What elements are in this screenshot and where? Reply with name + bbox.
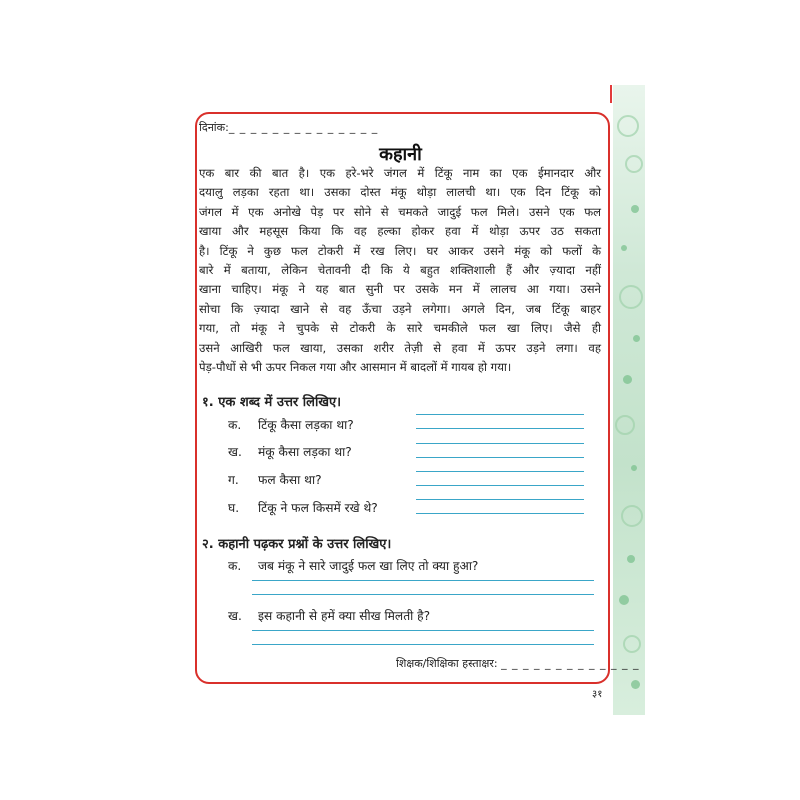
story-title: कहानी (379, 144, 422, 165)
question-text: फल कैसा था? (258, 473, 322, 487)
question-label: क. (228, 559, 242, 573)
question-text: टिंकू ने फल किसमें रखे थे? (258, 501, 378, 515)
answer-line[interactable] (252, 644, 594, 645)
answer-line[interactable] (416, 414, 584, 415)
story-line: सोचा कि ज़्यादा खाने से वह ऊँचा उड़ने लगेगा। अगले दिन, जब टिंकू बाहर (199, 301, 601, 316)
story-line: पेड़-पौधों से भी ऊपर निकल गया और आसमान में बादलों में गायब हो गया। (199, 360, 512, 375)
story-line: खाया और महसूस किया कि वह हल्का होकर हवा में थोड़ा ऊपर उठ सकता (199, 224, 601, 239)
question-1c (228, 471, 322, 488)
question-text: टिंकू कैसा लड़का था? (258, 418, 354, 432)
answer-line[interactable] (416, 485, 584, 486)
answer-line[interactable] (416, 471, 584, 472)
answer-line[interactable] (252, 630, 594, 631)
question-label: घ. (228, 501, 240, 515)
question-label: ग. (228, 473, 239, 487)
question-text: मंकू कैसा लड़का था? (258, 445, 352, 459)
answer-line[interactable] (252, 580, 594, 581)
section2-heading: २. कहानी पढ़कर प्रश्नों के उत्तर लिखिए। (202, 537, 392, 552)
page-number: ३१ (592, 689, 603, 700)
answer-line[interactable] (252, 594, 594, 595)
question-text: जब मंकू ने सारे जादुई फल खा लिए तो क्या हुआ? (258, 559, 479, 573)
answer-line[interactable] (416, 499, 584, 500)
answer-line[interactable] (416, 513, 584, 514)
story-line: उसने आखिरी फल खाया, उसका शरीर तेज़ी से हवा में ऊपर उड़ने लगा। वह (199, 340, 601, 355)
signature-blank: _ _ _ _ _ _ _ _ _ _ _ _ _ (501, 657, 640, 670)
question-label: क. (228, 418, 242, 432)
question-text: इस कहानी से हमें क्या सीख मिलती है? (258, 609, 431, 623)
answer-line[interactable] (416, 428, 584, 429)
story-text (199, 164, 601, 377)
date-blank: _ _ _ _ _ _ _ _ _ _ _ _ _ _ (228, 121, 379, 134)
question-1d (228, 499, 378, 516)
answer-line[interactable] (416, 443, 584, 444)
decorative-side-strip (613, 85, 645, 715)
question-2b (228, 607, 430, 624)
section1-heading: १. एक शब्द में उत्तर लिखिए। (202, 395, 342, 410)
question-2a (228, 557, 478, 574)
story-line: बारे में बताया, लेकिन चेतावनी दी कि ये बहुत शक्तिशाली हैं और ज़्यादा नहीं (199, 263, 601, 278)
signature-field (396, 656, 640, 671)
question-1b (228, 443, 352, 460)
answer-line[interactable] (416, 457, 584, 458)
top-accent-line (610, 85, 612, 103)
story-line: दयालु लड़का रहता था। उसका दोस्त मंकू थोड़ा लालची था। एक दिन टिंकू को (199, 185, 601, 200)
question-1a (228, 416, 354, 433)
story-line: एक बार की बात है। एक हरे-भरे जंगल में टिंकू नाम का एक ईमानदार और (199, 166, 601, 180)
date-field (199, 120, 378, 135)
date-label: दिनांक: (199, 121, 229, 134)
story-line: गया, तो मंकू ने चुपके से टोकरी के सारे चमकीले फल खा लिए। जैसे ही (199, 321, 601, 336)
question-label: ख. (228, 445, 242, 459)
story-line: जंगल में एक अनोखे पेड़ पर सोने से चमकते जादुई फल मिले। उसने एक फल (199, 204, 601, 219)
story-line: खाना चाहिए। मंकू ने यह बात सुनी पर उसके मन में लालच आ गया। उसने (199, 282, 601, 297)
signature-label: शिक्षक/शिक्षिका हस्ताक्षर: (396, 657, 498, 670)
question-label: ख. (228, 609, 242, 623)
story-line: है। टिंकू ने कुछ फल टोकरी में रख लिए। घर आकर उसने मंकू को फलों के (199, 243, 601, 258)
